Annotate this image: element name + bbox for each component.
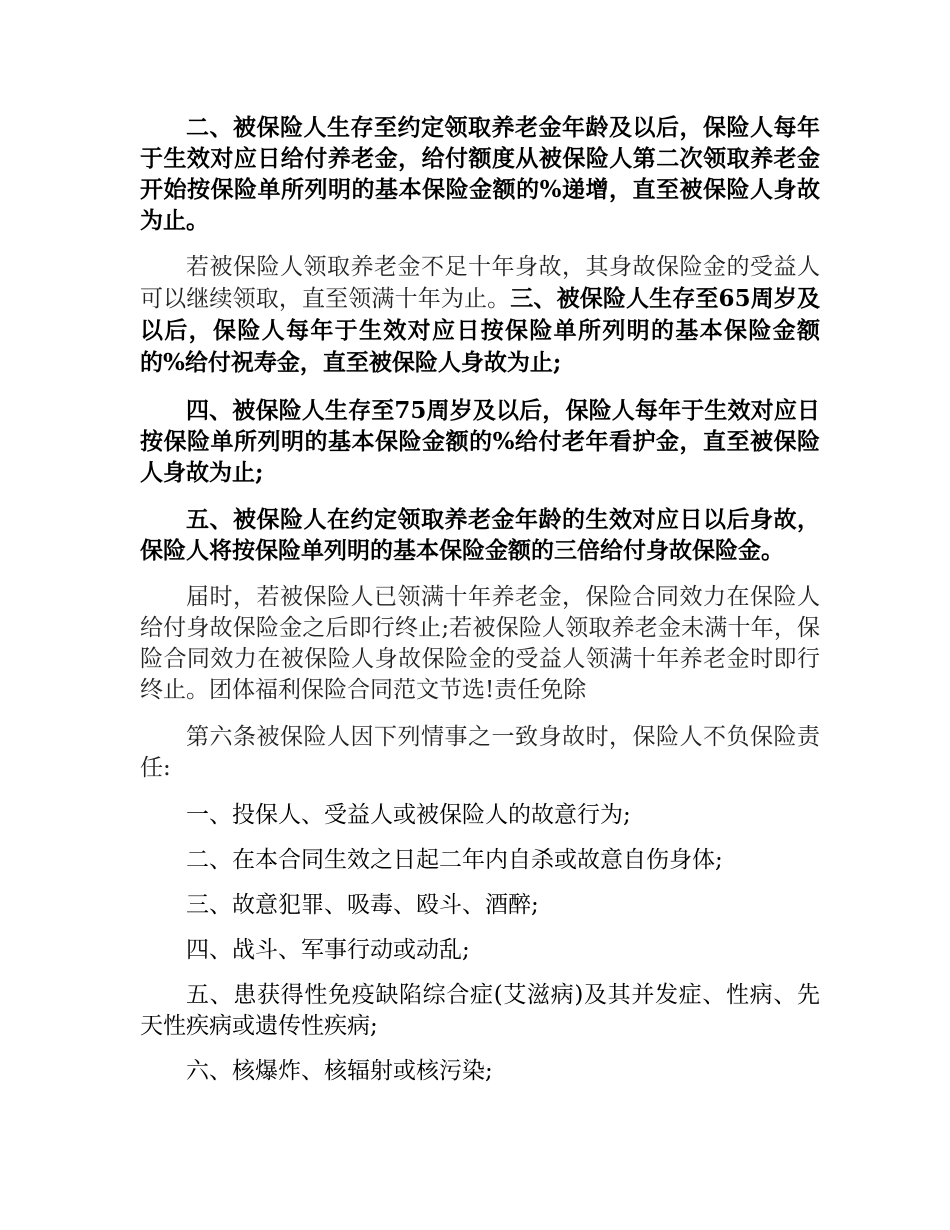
document-body xyxy=(140,112,820,1101)
paragraph-termination: 届时，若被保险人已领满十年养老金，保险合同效力在保险人给付身故保险金之后即行终止;若被保险人领取养老金未满十年，保险合同效力在被保险人身故保险金的受益人领满十年养老金时即行终止。团体福利保险合同范文节选!责任免除 xyxy=(140,584,820,703)
exclusion-item-6: 六、核爆炸、核辐射或核污染; xyxy=(186,1058,493,1084)
paragraph-clause-3: 三、被保险人生存至65周岁及以后，保险人每年于生效对应日按保险单所列明的基本保险金额的%给付祝寿金，直至被保险人身故为止; xyxy=(140,285,820,376)
exclusion-item-1: 一、投保人、受益人或被保险人的故意行为; xyxy=(186,802,631,828)
paragraph-article-6: 第六条被保险人因下列情事之一致身故时，保险人不负保险责任: xyxy=(140,724,820,781)
paragraph-clause-5: 五、被保险人在约定领取养老金年龄的生效对应日以后身故，保险人将按保险单列明的基本保险金额的三倍给付身故保险金。 xyxy=(140,506,820,564)
paragraph-clause-4: 四、被保险人生存至75周岁及以后，保险人每年于生效对应日按保险单所列明的基本保险金额的%给付老年看护金，直至被保险人身故为止; xyxy=(140,397,820,486)
exclusion-item-4: 四、战斗、军事行动或动乱; xyxy=(186,937,470,963)
paragraph-clause-2-supplement xyxy=(140,252,820,379)
exclusion-item-5: 五、患获得性免疫缺陷综合症(艾滋病)及其并发症、性病、先天性疾病或遗传性疾病; xyxy=(140,982,820,1039)
paragraph-clause-2: 二、被保险人生存至约定领取养老金年龄及以后，保险人每年于生效对应日给付养老金，给付额度从被保险人第二次领取养老金开始按保险单所列明的基本保险金额的%递增，直至被保险人身故为止。 xyxy=(140,114,820,234)
exclusion-item-3: 三、故意犯罪、吸毒、殴斗、酒醉; xyxy=(186,892,539,918)
exclusion-item-2: 二、在本合同生效之日起二年内自杀或故意自伤身体; xyxy=(186,847,723,873)
paragraph-supplement-text: 若被保险人领取养老金不足十年身故，其身故保险金的受益人可以继续领取，直至领满十年为止。 xyxy=(140,254,820,312)
